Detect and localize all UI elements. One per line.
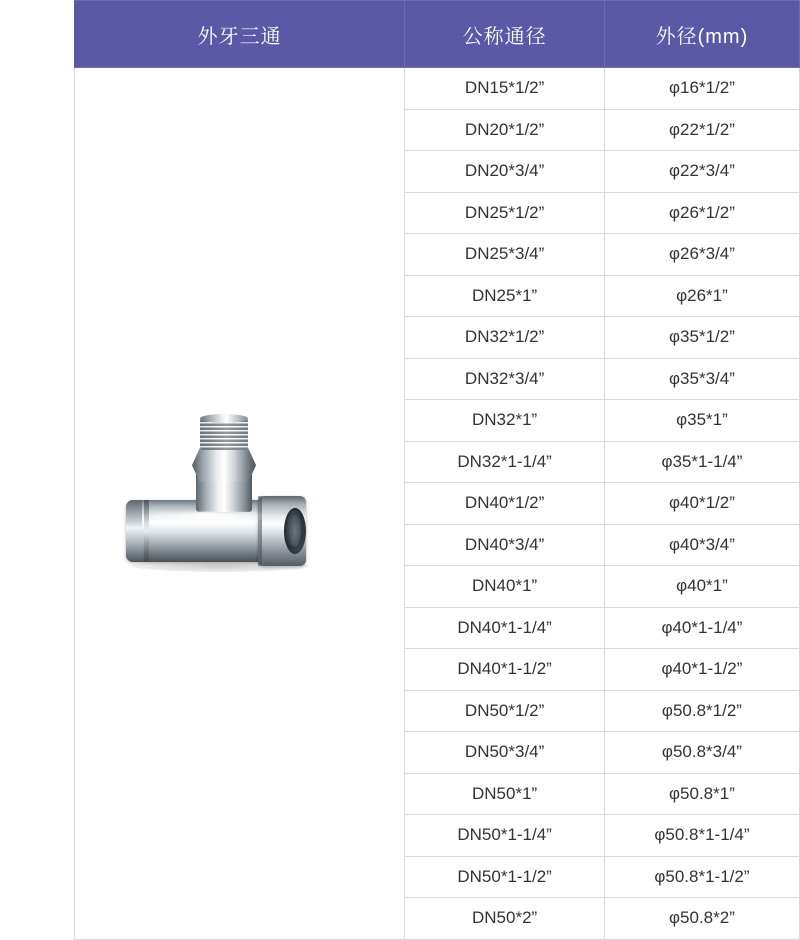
cell-outer: φ22*1/2” xyxy=(604,109,799,151)
table-body xyxy=(75,68,800,940)
cell-outer: φ40*1/2” xyxy=(604,483,799,525)
table-row xyxy=(75,68,800,110)
cell-nominal: DN40*1” xyxy=(405,566,605,608)
tee-right-ring xyxy=(258,496,262,566)
cell-nominal: DN32*1-1/4” xyxy=(405,441,605,483)
cell-outer: φ50.8*3/4” xyxy=(604,732,799,774)
specification-table xyxy=(74,0,800,940)
cell-nominal: DN50*1/2” xyxy=(405,690,605,732)
product-image-cell xyxy=(75,68,405,940)
cell-outer: φ50.8*1-1/2” xyxy=(604,856,799,898)
cell-outer: φ22*3/4” xyxy=(604,151,799,193)
cell-outer: φ16*1/2” xyxy=(604,68,799,110)
cell-nominal: DN50*2” xyxy=(405,898,605,940)
cell-nominal: DN50*1” xyxy=(405,773,605,815)
table-header-row xyxy=(75,1,800,68)
cell-nominal: DN40*1-1/2” xyxy=(405,649,605,691)
tee-hex-nut xyxy=(192,448,256,482)
tee-bore-inner xyxy=(289,515,301,547)
cell-outer: φ50.8*1” xyxy=(604,773,799,815)
cell-outer: φ50.8*1/2” xyxy=(604,690,799,732)
cell-outer: φ35*1-1/4” xyxy=(604,441,799,483)
cell-outer: φ40*3/4” xyxy=(604,524,799,566)
cell-nominal: DN25*1/2” xyxy=(405,192,605,234)
header-outer-diameter: 外径(mm) xyxy=(604,1,799,68)
cell-nominal: DN40*1/2” xyxy=(405,483,605,525)
cell-outer: φ40*1” xyxy=(604,566,799,608)
cell-outer: φ40*1-1/2” xyxy=(604,649,799,691)
cell-outer: φ50.8*2” xyxy=(604,898,799,940)
cell-outer: φ26*3/4” xyxy=(604,234,799,276)
cell-nominal: DN40*3/4” xyxy=(405,524,605,566)
cell-outer: φ50.8*1-1/4” xyxy=(604,815,799,857)
cell-nominal: DN50*1-1/4” xyxy=(405,815,605,857)
cell-nominal: DN32*1” xyxy=(405,400,605,442)
cell-outer: φ35*3/4” xyxy=(604,358,799,400)
cell-nominal: DN20*3/4” xyxy=(405,151,605,193)
cell-nominal: DN40*1-1/4” xyxy=(405,607,605,649)
cell-nominal: DN50*3/4” xyxy=(405,732,605,774)
header-product-name: 外牙三通 xyxy=(75,1,405,68)
table-header xyxy=(75,1,800,68)
cell-outer: φ26*1” xyxy=(604,275,799,317)
cell-nominal: DN20*1/2” xyxy=(405,109,605,151)
cell-nominal: DN15*1/2” xyxy=(405,68,605,110)
cell-outer: φ26*1/2” xyxy=(604,192,799,234)
cell-outer: φ35*1” xyxy=(604,400,799,442)
cell-nominal: DN50*1-1/2” xyxy=(405,856,605,898)
tee-left-end xyxy=(126,500,142,562)
cell-nominal: DN25*3/4” xyxy=(405,234,605,276)
cell-outer: φ35*1/2” xyxy=(604,317,799,359)
cell-outer: φ40*1-1/4” xyxy=(604,607,799,649)
cell-nominal: DN32*1/2” xyxy=(405,317,605,359)
tee-fitting-illustration xyxy=(108,408,338,598)
specular-highlight xyxy=(152,512,264,520)
tee-left-groove xyxy=(144,500,149,562)
tee-thread-top-face xyxy=(200,414,248,423)
cell-nominal: DN25*1” xyxy=(405,275,605,317)
header-nominal-diameter: 公称通径 xyxy=(405,1,605,68)
cell-nominal: DN32*3/4” xyxy=(405,358,605,400)
